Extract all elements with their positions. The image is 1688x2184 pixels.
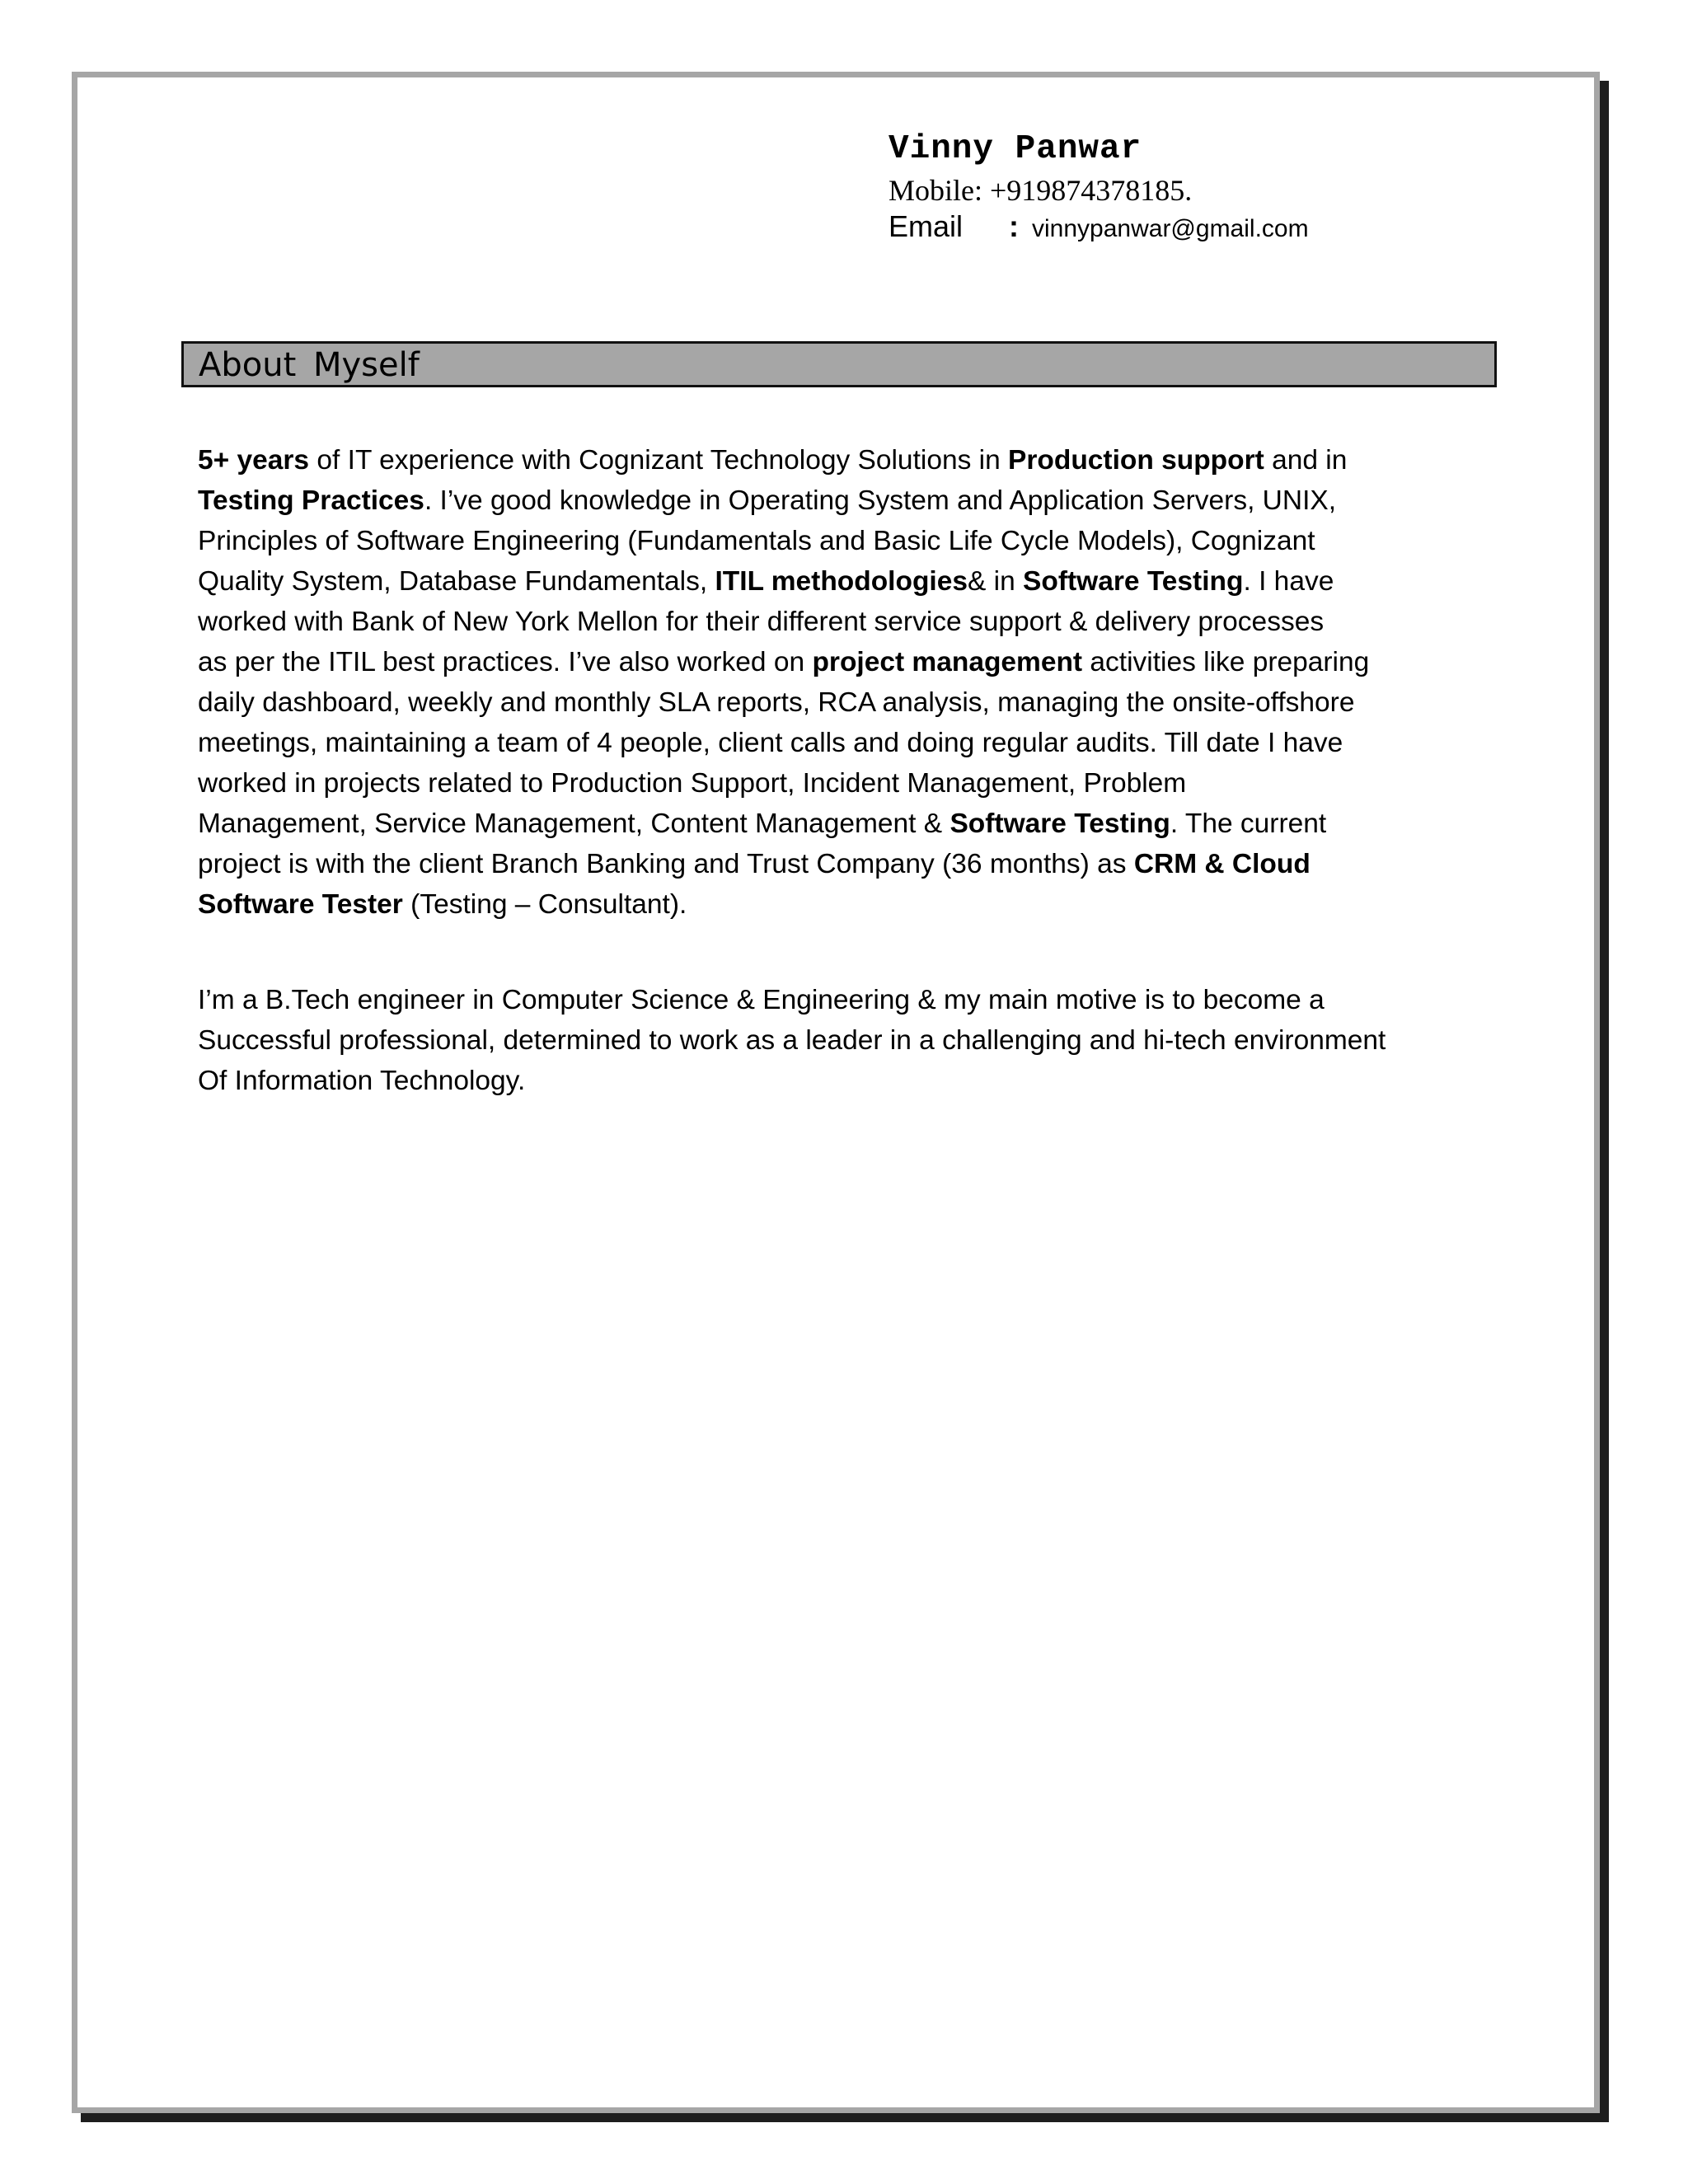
text-line xyxy=(198,804,1517,844)
text-line xyxy=(198,1061,1517,1101)
text-line xyxy=(198,602,1517,642)
text-line xyxy=(198,561,1517,602)
text-line xyxy=(198,642,1517,682)
email-label: Email xyxy=(889,209,964,243)
text-run: (Testing – Consultant). xyxy=(402,889,687,920)
bold-text: ITIL methodologies xyxy=(715,566,968,597)
about-paragraph-1 xyxy=(198,440,1517,925)
text-run: . I have xyxy=(1243,566,1334,597)
text-run: daily dashboard, weekly and monthly SLA reports, RCA analysis, managing the onsite-offshore xyxy=(198,687,1355,718)
text-run: worked with Bank of New York Mellon for their different service support & delivery processes xyxy=(198,607,1325,637)
text-line xyxy=(198,844,1517,884)
text-run: Successful professional, determined to work as a leader in a challenging and hi-tech environment xyxy=(198,1025,1386,1056)
text-run: project is with the client Branch Banking and Trust Company (36 months) as xyxy=(198,849,1134,879)
text-line xyxy=(198,980,1517,1020)
text-run: worked in projects related to Production Support, Incident Management, Problem xyxy=(198,768,1187,799)
section-heading-label: About Myself xyxy=(199,346,420,384)
contact-header xyxy=(889,130,1564,246)
text-line xyxy=(198,521,1517,561)
candidate-name: Vinny Panwar xyxy=(889,130,1142,168)
text-run: Of Information Technology. xyxy=(198,1066,526,1096)
email-row xyxy=(889,209,1564,246)
bold-text: Production support xyxy=(1008,445,1264,476)
text-run: of IT experience with Cognizant Technology Solutions in xyxy=(309,445,1009,476)
text-run: & in xyxy=(967,566,1024,597)
section-heading-about xyxy=(181,341,1497,387)
text-run: . I’ve good knowledge in Operating System and Application Servers, UNIX, xyxy=(424,485,1337,516)
bold-text: Testing Practices xyxy=(198,485,424,516)
text-line xyxy=(198,480,1517,521)
text-line xyxy=(198,1020,1517,1061)
text-run: Management, Service Management, Content Management & xyxy=(198,808,950,839)
about-paragraph-2 xyxy=(198,980,1517,1101)
bold-text: Software Testing xyxy=(950,808,1170,839)
bold-text: project management xyxy=(812,647,1083,677)
bold-text: 5+ years xyxy=(198,445,310,476)
mobile-number: Mobile: +919874378185. xyxy=(889,174,1193,207)
bold-text: CRM & Cloud xyxy=(1133,849,1311,879)
text-line xyxy=(198,884,1517,925)
text-run: meetings, maintaining a team of 4 people, client calls and doing regular audits. Till date I have xyxy=(198,728,1343,758)
text-run: as per the ITIL best practices. I’ve also worked on xyxy=(198,647,813,677)
text-line xyxy=(198,723,1517,763)
text-line xyxy=(198,682,1517,723)
text-run: I’m a B.Tech engineer in Computer Science & Engineering & my main motive is to become a xyxy=(198,985,1325,1015)
text-line xyxy=(198,763,1517,804)
bold-text: Software Testing xyxy=(1023,566,1244,597)
email-address: vinnypanwar@gmail.com xyxy=(1032,215,1309,242)
text-run: activities like preparing xyxy=(1082,647,1370,677)
bold-text: Software Tester xyxy=(198,889,403,920)
text-run: Quality System, Database Fundamentals, xyxy=(198,566,715,597)
text-run: and in xyxy=(1264,445,1348,476)
text-run: . The current xyxy=(1170,808,1327,839)
text-run: Principles of Software Engineering (Fundamentals and Basic Life Cycle Models), Cognizant xyxy=(198,526,1315,556)
email-colon: : xyxy=(1009,209,1019,243)
text-line xyxy=(198,440,1517,480)
